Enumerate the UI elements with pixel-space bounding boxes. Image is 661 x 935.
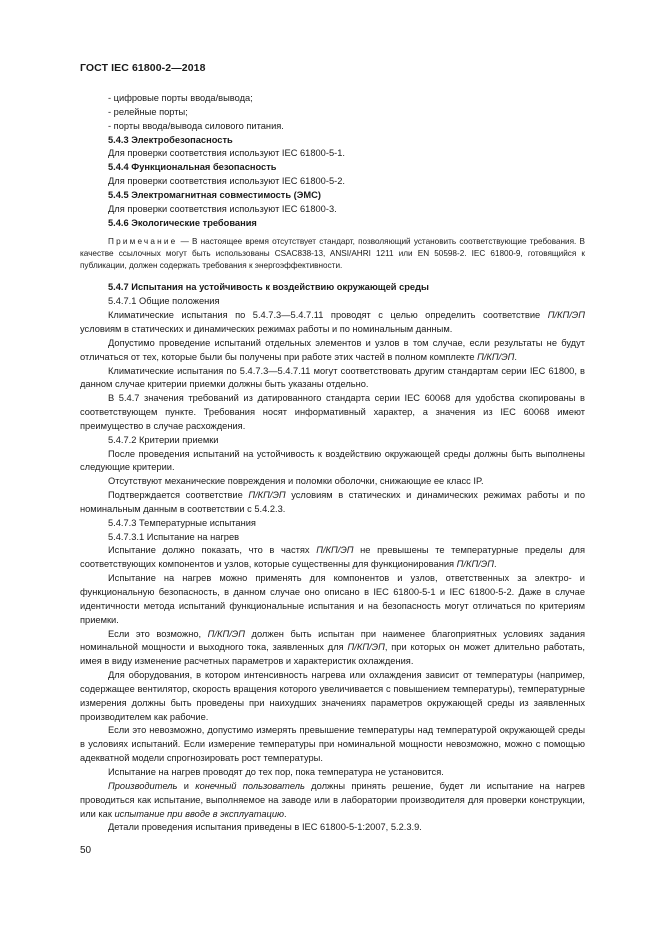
paragraph: Подтверждается соответствие П/КП/ЭП условиям в статических и динамических режимах работы и по номинальным данным в соответствии с 5.4.2.3. xyxy=(80,490,585,514)
paragraph: Допустимо проведение испытаний отдельных элементов и узлов в том случае, если результаты не будут отличаться от тех, которые были бы получены при работе этих частей в полном комплекте П/КП/ЭП. xyxy=(80,337,585,362)
paragraph: Детали проведения испытания приведены в IEC 61800-5-1:2007, 5.2.3.9. xyxy=(108,822,422,833)
note-label: Примечание xyxy=(108,237,178,247)
subsection-heading: 5.4.7.1 Общие положения xyxy=(108,296,220,307)
page-number: 50 xyxy=(80,845,92,856)
paragraph: Климатические испытания по 5.4.7.3—5.4.7.11 проводят с целью определить соответствие П/КП/ЭП условиям в статических и динамических режимах работы и по номинальным данным. xyxy=(80,310,585,334)
paragraph: Производитель и конечный пользователь должны принять решение, будет ли испытание на нагрев проводиться как испытание, выполняемое на заводе или в лаборатории производителя для проверки конструкции, или как испытание при вводе в эксплуатацию. xyxy=(80,780,585,819)
document-header: ГОСТ IEC 61800-2—2018 xyxy=(80,62,206,74)
paragraph: Испытание на нагрев можно применять для компонентов и узлов, ответственных за электро- и функциональную безопасность, в данном случае оно описано в IEC 61800-5-1 и IEC 61800-5-2. Даже в случае идентичности метода испытаний функциональные испытания и на безопасность могут отличаться по критериям приемки. xyxy=(80,573,585,625)
subsection-heading: 5.4.7.3.1 Испытание на нагрев xyxy=(108,531,240,542)
section-heading: 5.4.3 Электробезопасность xyxy=(108,134,233,145)
subsection-heading: 5.4.7.2 Критерии приемки xyxy=(108,434,219,445)
document-body xyxy=(80,92,585,835)
list-item: - цифровые порты ввода/вывода; xyxy=(108,93,253,103)
paragraph: После проведения испытаний на устойчивость к воздействию окружающей среды должны быть выполнены следующие критерии. xyxy=(80,448,585,473)
subsection-heading: 5.4.7.3 Температурные испытания xyxy=(108,517,256,528)
paragraph: Для оборудования, в котором интенсивность нагрева или охлаждения зависит от температуры (например, содержащее вентилятор, скорость вращения которого увеличивается с повышением температуры), температурные измерения должны быть проведены при наихудших значениях параметров окружающей среды из заявленных производителем как рабочие. xyxy=(80,670,585,722)
note xyxy=(80,236,585,272)
paragraph: Если это невозможно, допустимо измерять превышение температуры над температурой окружающей среды в условиях испытаний. Если измерение температуры при номинальной мощности невозможно, можно с помощью адекватной модели спрогнозировать рост температуры. xyxy=(80,725,585,764)
paragraph: Для проверки соответствия используют IEC 61800-3. xyxy=(108,203,337,214)
section-heading: 5.4.5 Электромагнитная совместимость (ЭМС) xyxy=(108,189,321,200)
note-text: — В настоящее время отсутствует стандарт, позволяющий установить соответствующие требования. В качестве ссылочных могут быть использованы CSAC838-13, ANSI/AHRI 1211 или EN 50598-2. IEC 61800-9, готовящийся к публикации, должен содержать требования к энергоэффективности. xyxy=(80,237,585,271)
section-heading: 5.4.6 Экологические требования xyxy=(108,217,257,228)
section-heading: 5.4.4 Функциональная безопасность xyxy=(108,162,277,173)
paragraph: В 5.4.7 значения требований из датированного стандарта серии IEC 60068 для удобства скопированы в соответствующем пункте. Требования носят информативный характер, а значения из IEC 60068 имеют преимущество в случае расхождения. xyxy=(80,393,585,431)
paragraph: Испытание должно показать, что в частях П/КП/ЭП не превышены те температурные пределы для соответствующих компонентов и узлов, которые существенны для функционирования П/КП/ЭП. xyxy=(80,545,586,570)
list-item: - релейные порты; xyxy=(108,106,188,117)
paragraph: Испытание на нагрев проводят до тех пор, пока температура не установится. xyxy=(108,766,444,777)
paragraph: Отсутствуют механические повреждения и поломки оболочки, снижающие ее класс IP. xyxy=(108,476,484,487)
paragraph: Климатические испытания по 5.4.7.3—5.4.7.11 могут соответствовать другим стандартам серии IEC 61800, в данном случае критерии приемки должны быть указаны отдельно. xyxy=(80,365,585,390)
list-item: - порты ввода/вывода силового питания. xyxy=(108,120,284,131)
paragraph: Для проверки соответствия используют IEC 61800-5-1. xyxy=(108,148,345,159)
section-heading: 5.4.7 Испытания на устойчивость к воздействию окружающей среды xyxy=(108,282,429,293)
paragraph: Если это возможно, П/КП/ЭП должен быть испытан при наименее благоприятных условиях задания номинальной мощности и выходного тока, заявленных для П/КП/ЭП, при которых он может длительно работать, имея в виду изменение расчетных параметров и характеристик охлаждения. xyxy=(80,628,585,667)
paragraph: Для проверки соответствия используют IEC 61800-5-2. xyxy=(108,176,345,187)
